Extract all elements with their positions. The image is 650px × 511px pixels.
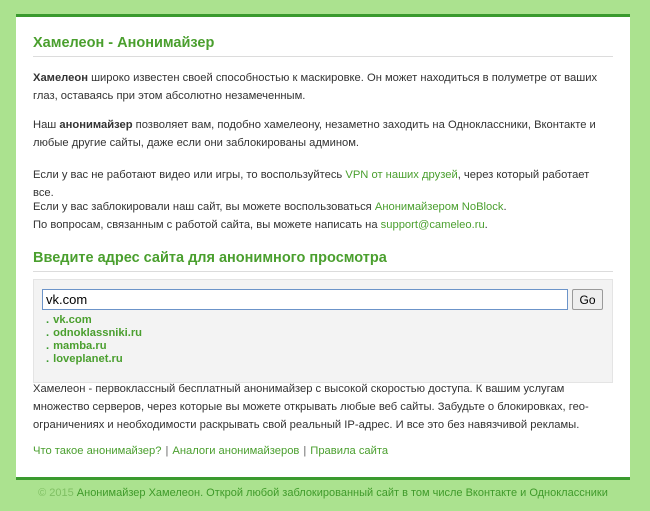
url-input[interactable] <box>42 289 568 310</box>
intro-text-3-pre: Если у вас не работают видео или игры, то воспользуйтесь <box>33 169 346 181</box>
bullet-icon: . <box>46 314 50 326</box>
form-heading: Введите адрес сайта для анонимного просмотра <box>33 250 613 272</box>
go-button[interactable]: Go <box>572 289 603 310</box>
quick-site-item[interactable] <box>46 340 142 353</box>
bullet-icon: . <box>46 327 50 339</box>
quick-site-vk[interactable]: vk.com <box>53 314 92 326</box>
what-is-anonymizer-link[interactable]: Что такое анонимайзер? <box>33 445 162 457</box>
quick-site-item[interactable] <box>46 353 142 366</box>
info-links <box>33 443 388 459</box>
quick-site-mamba[interactable]: mamba.ru <box>53 340 107 352</box>
description-paragraph: Хамелеон - первоклассный бесплатный анонимайзер с высокой скоростью доступа. К вашим услугам множество серверов, через которые вы можете открывать любые веб сайты. Забудьте о блокировках, гео-ограничениях и необходимости раскрывать свой реальный IP-адрес. И все это без навязчивой рекламы. <box>33 383 589 431</box>
intro-bold-chameleon: Хамелеон <box>33 72 88 84</box>
quick-site-odnoklassniki[interactable]: odnoklassniki.ru <box>53 327 143 339</box>
intro-text-4b-pre: По вопросам, связанным с работой сайта, вы можете написать на <box>33 219 381 231</box>
intro-text-3-post: , через который работает все. <box>33 169 590 199</box>
site-rules-link[interactable]: Правила сайта <box>310 445 389 457</box>
page-footer <box>16 477 630 511</box>
footer-text: Анонимайзер Хамелеон. Открой любой заблокированный сайт в том числе Вконтакте и Одноклассники <box>76 487 608 499</box>
noblock-link[interactable]: Анонимайзером NoBlock <box>374 201 504 213</box>
intro-bold-anonymizer: анонимайзер <box>59 119 133 131</box>
intro-text-4b-post: . <box>484 219 488 231</box>
footer-copyright: © 2015 <box>38 487 74 499</box>
intro-text-4-pre: Если у вас заблокировали наш сайт, вы можете воспользоваться <box>33 201 375 213</box>
quick-sites-list <box>46 314 142 366</box>
form-heading-block <box>33 250 613 272</box>
intro-paragraph-4 <box>33 198 613 234</box>
page-title: Хамелеон - Анонимайзер <box>33 35 613 57</box>
vpn-link[interactable]: VPN от наших друзей <box>345 169 458 181</box>
intro-text-4-post: . <box>503 201 507 213</box>
intro-text-1: широко известен своей способностью к маскировке. Он может находиться в полуметре от ваших глаз, оставаясь при этом абсолютно незамеченным. <box>33 72 598 102</box>
quick-site-item[interactable] <box>46 314 142 327</box>
intro-paragraph-2 <box>33 116 613 152</box>
quick-site-item[interactable] <box>46 327 142 340</box>
support-email-link[interactable]: support@cameleo.ru <box>380 219 485 231</box>
quick-site-loveplanet[interactable]: loveplanet.ru <box>53 353 123 365</box>
analogs-link[interactable]: Аналоги анонимайзеров <box>172 445 300 457</box>
intro-text-2: позволяет вам, подобно хамелеону, незаметно заходить на Одноклассники, Вконтакте и любые другие сайты, даже если они заблокированы админом. <box>33 119 596 149</box>
url-form <box>33 279 613 383</box>
intro-paragraph-1 <box>33 69 613 105</box>
intro-text-2-pre: Наш <box>33 119 60 131</box>
page-title-block <box>33 35 613 57</box>
bullet-icon: . <box>46 353 50 365</box>
link-separator: | <box>165 445 169 457</box>
main-panel <box>16 14 630 477</box>
bullet-icon: . <box>46 340 50 352</box>
intro-paragraph-3 <box>33 166 613 202</box>
link-separator: | <box>303 445 307 457</box>
